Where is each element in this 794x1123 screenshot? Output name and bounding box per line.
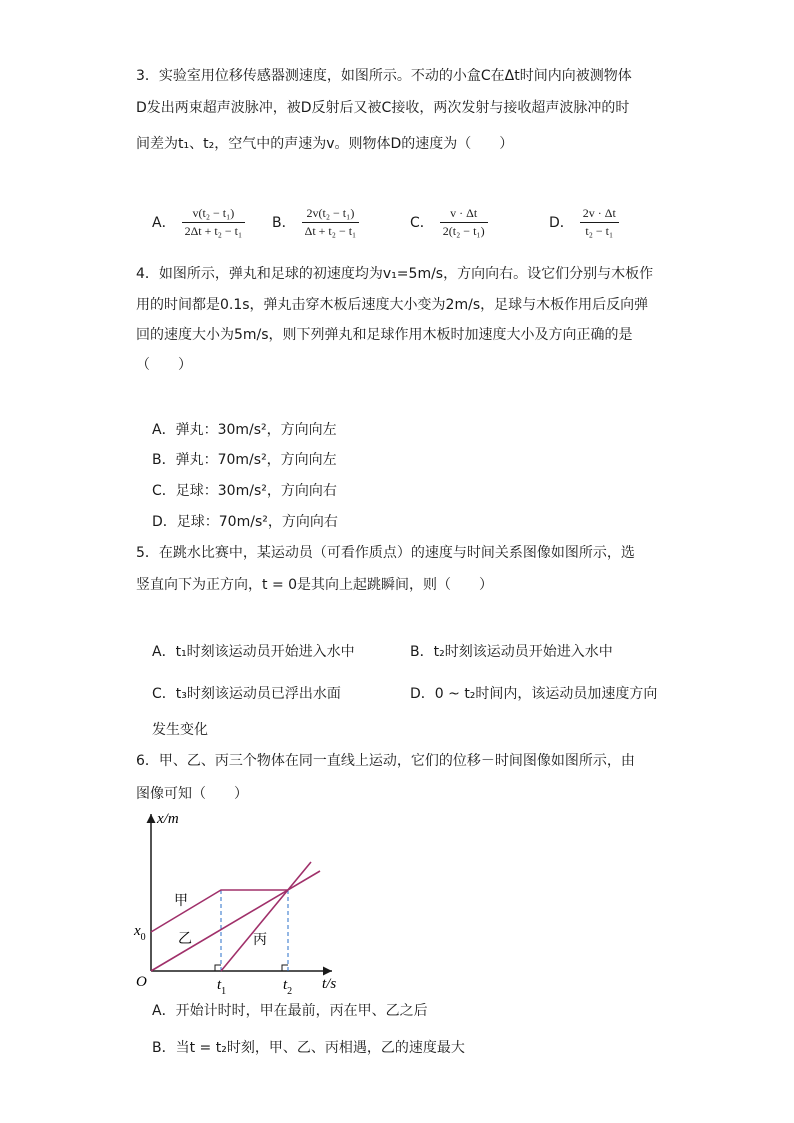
q4-line-3: 回的速度大小为5m/s，则下列弹丸和足球作用木板时加速度大小及方向正确的是 [136,327,633,343]
series-bing-label: 丙 [253,932,267,948]
q3-option-b-fraction: $\frac{\text{2v(t₂ − t₁)}}{\text{Δt + t₂ − t₁}}$ [302,206,360,239]
q5-option-c[interactable]: C．t₃时刻该运动员已浮出水面 [152,686,341,702]
q4-option-c[interactable]: C．足球：30m/s²，方向向右 [152,483,337,499]
q4-line-1: 4．如图所示，弹丸和足球的初速度均为v₁=5m/s，方向向右。设它们分别与木板作 [136,266,654,282]
q3-option-b[interactable]: B． $\frac{\text{2v(t₂ − t₁)}}{\text{Δt + t₂ − t₁}}$ [272,206,359,239]
series-jia-label: 甲 [174,893,188,909]
q6-position-time-graph [120,806,360,1002]
q5-line-1: 5．在跳水比赛中，某运动员（可看作质点）的速度与时间关系图像如图所示，选 [136,545,635,561]
q4-option-d[interactable]: D．足球：70m/s²，方向向右 [152,514,338,530]
q5-option-b[interactable]: B．t₂时刻该运动员开始进入水中 [410,644,613,660]
q3-option-a[interactable]: A． $\frac{\text{v(t₂ − t₁)}}{\text{2Δt + t₂ − t₁}}$ [152,206,245,239]
q5-line-2: 竖直向下为正方向，t = 0是其向上起跳瞬间，则（ ） [136,577,494,593]
q3-option-d[interactable]: D． $\frac{2v \cdot \Delta t}{\text{t₂ − t₁}}$ [549,206,619,239]
t1-label: $t_1$ [217,977,227,997]
q3-option-d-fraction: $\frac{2v \cdot \Delta t}{\text{t₂ − t₁}}$ [580,206,619,239]
q4-line-2: 用的时间都是0.1s，弹丸击穿木板后速度大小变为2m/s，足球与木板作用后反向弹 [136,297,649,313]
origin-label: O [136,974,147,990]
series-yi-line [151,871,320,971]
q3-line-3: 间差为t₁、t₂，空气中的声速为v。则物体D的速度为（ ） [136,136,514,152]
q3-line-1: 3．实验室用位移传感器测速度，如图所示。不动的小盒C在Δt时间内向被测物体 [136,68,632,84]
q3-option-a-fraction: $\frac{\text{v(t₂ − t₁)}}{\text{2Δt + t₂ − t₁}}$ [182,206,246,239]
x0-label: $x_0$ [134,923,146,943]
q6-line-2: 图像可知（ ） [136,786,248,802]
series-yi-label: 乙 [178,931,192,947]
q4-option-a[interactable]: A．弹丸：30m/s²，方向向左 [152,422,337,438]
t2-right-angle-mark [282,965,288,971]
x-axis-label: t/s [322,976,337,992]
y-axis-label: x/m [157,811,179,827]
q3-option-c-fraction: $\frac{v \cdot \Delta t}{\text{2(t₂ − t₁)}}$ [440,206,488,239]
series-bing-line [221,862,311,971]
q5-option-d[interactable]: D．0 ~ t₂时间内，该运动员加速度方向 [410,686,658,702]
q4-line-4: （ ） [136,357,192,373]
q4-option-b[interactable]: B．弹丸：70m/s²，方向向左 [152,452,337,468]
q6-line-1: 6．甲、乙、丙三个物体在同一直线上运动，它们的位移－时间图像如图所示，由 [136,753,635,769]
q5-option-a[interactable]: A．t₁时刻该运动员开始进入水中 [152,644,355,660]
q3-line-2: D发出两束超声波脉冲，被D反射后又被C接收，两次发射与接收超声波脉冲的时 [136,100,630,116]
q6-option-b[interactable]: B．当t = t₂时刻，甲、乙、丙相遇，乙的速度最大 [152,1040,465,1056]
t2-label: $t_2$ [283,977,293,997]
t1-right-angle-mark [215,965,221,971]
series-jia-line [151,890,288,932]
q5-option-d-continued: 发生变化 [152,722,208,738]
q6-option-a[interactable]: A．开始计时时，甲在最前，丙在甲、乙之后 [152,1003,428,1019]
q3-option-c[interactable]: C． $\frac{v \cdot \Delta t}{\text{2(t₂ − t₁)}}$ [410,206,488,239]
